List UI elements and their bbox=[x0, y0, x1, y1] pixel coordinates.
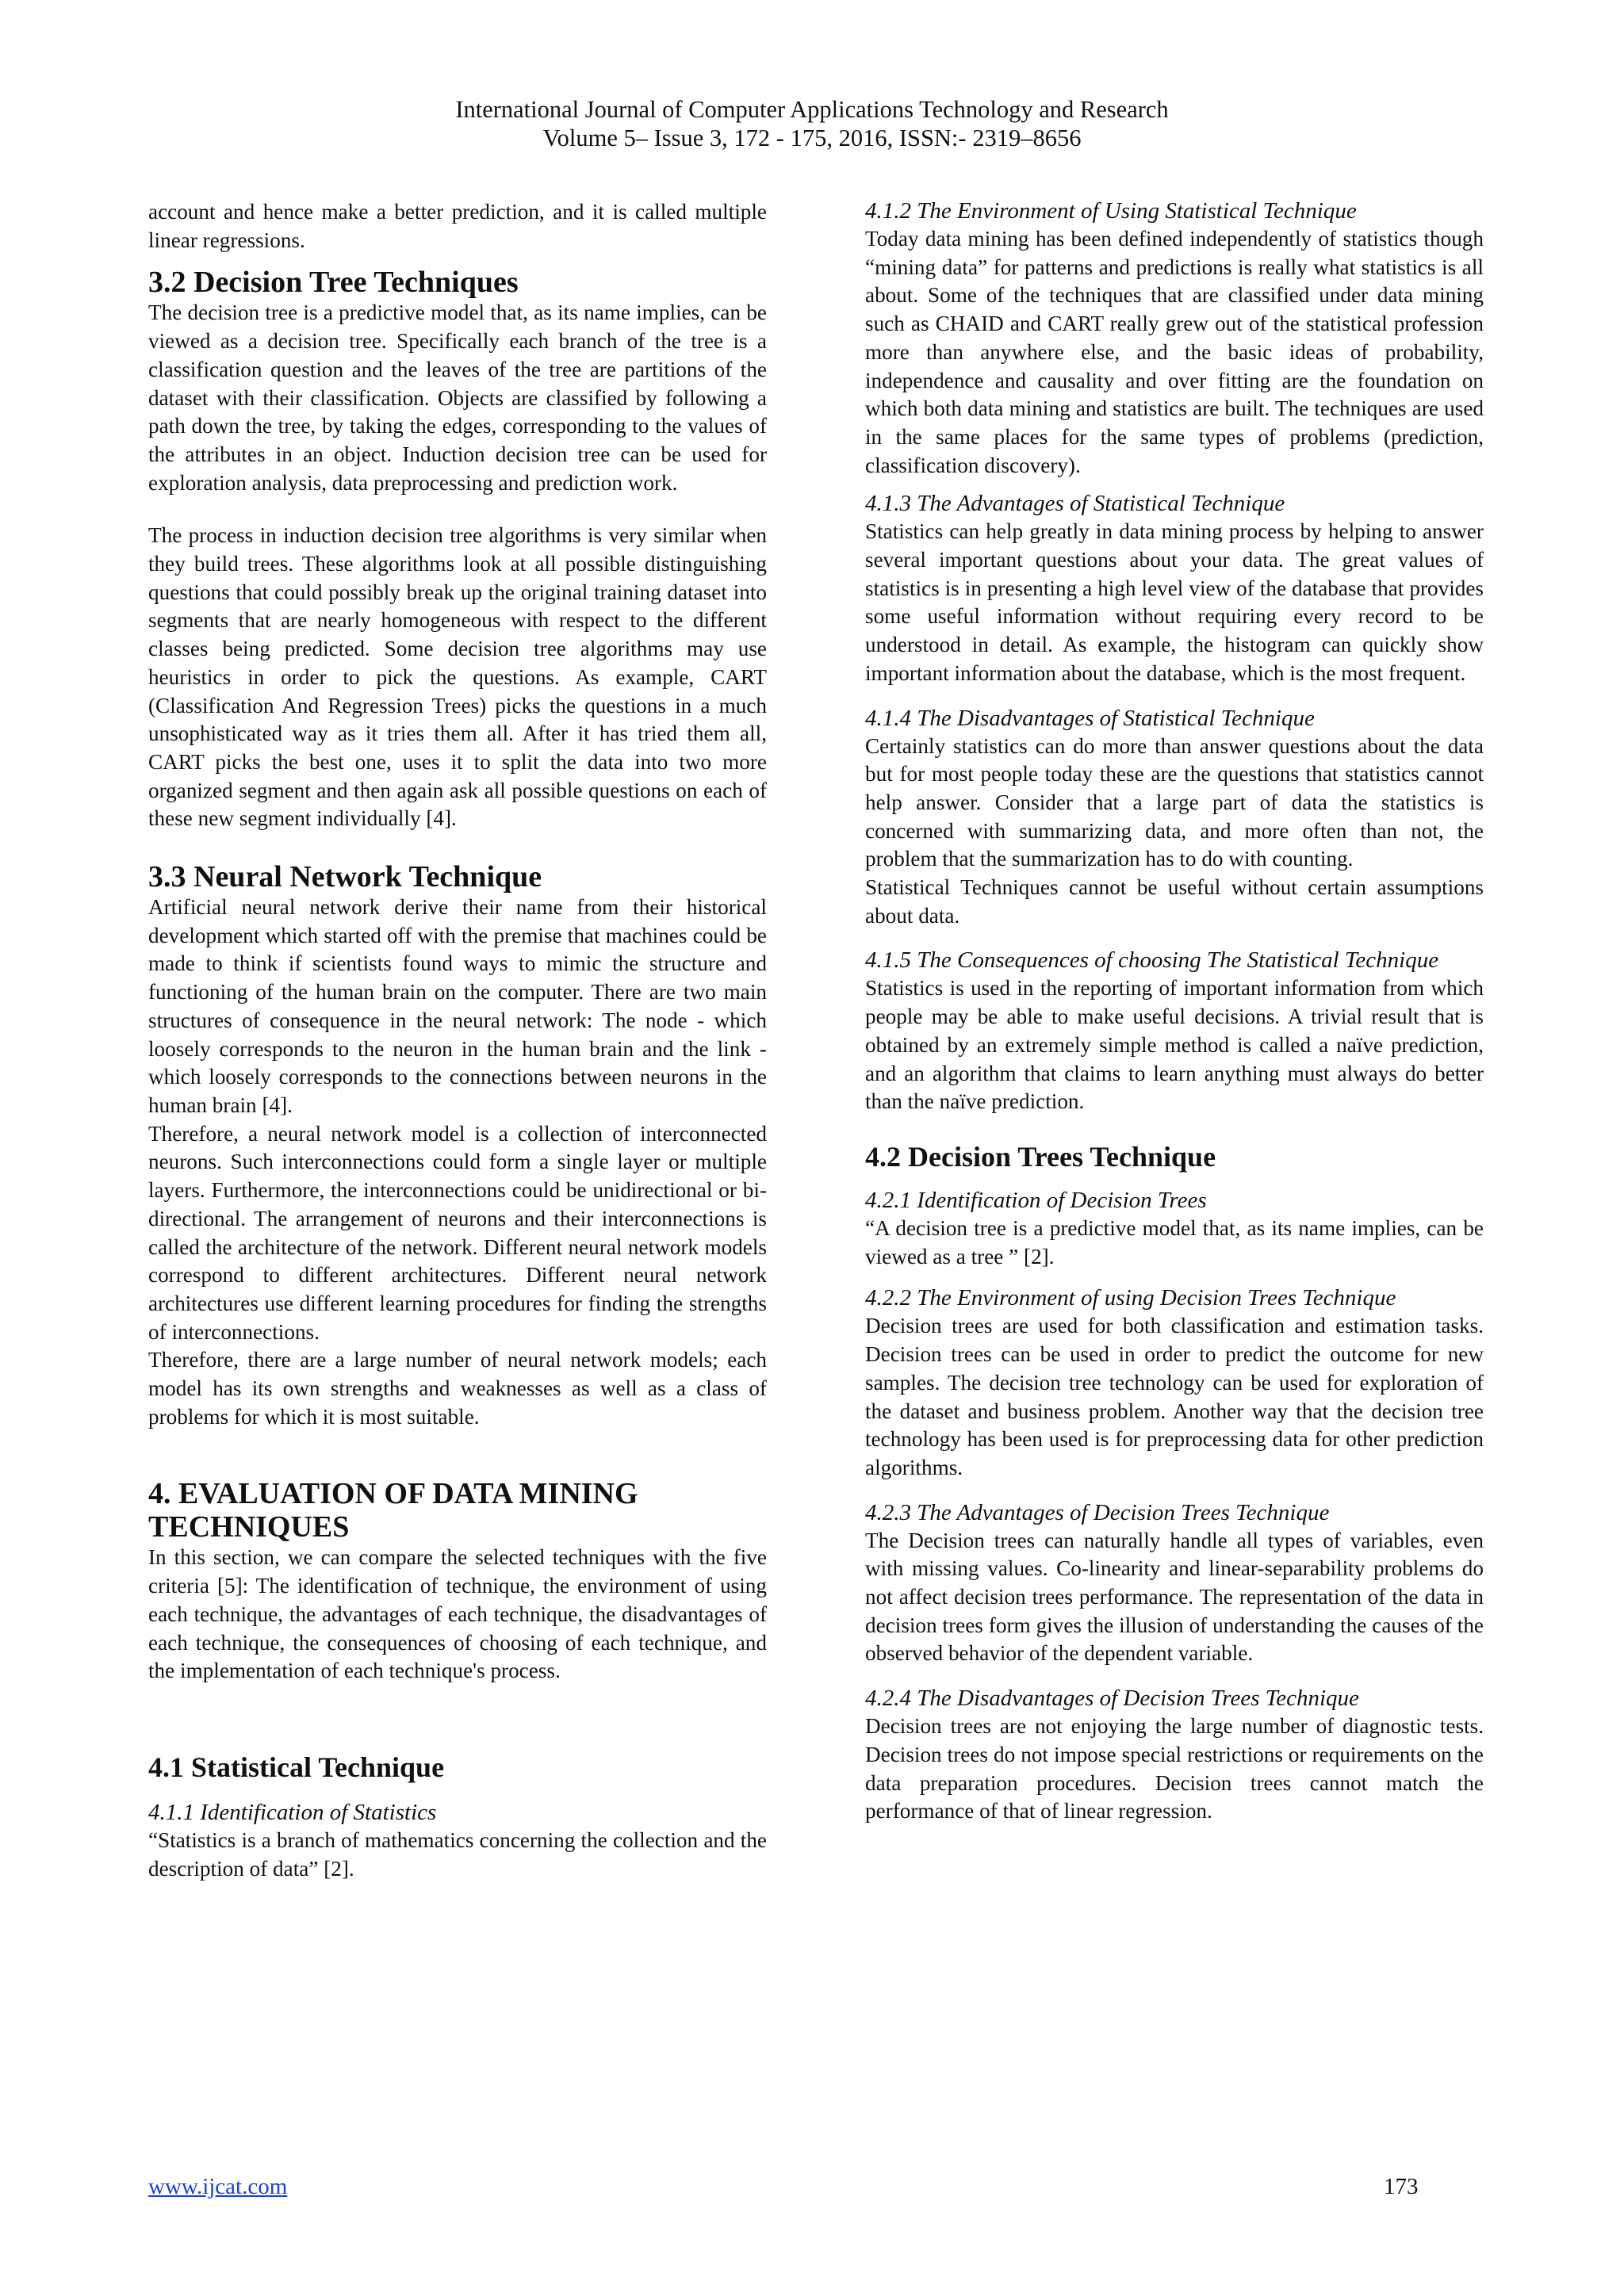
paragraph: Statistics can help greatly in data mining process by helping to answer several important questions about your data. The great values of statistics is in presenting a high level view of the database that provides some useful information without requiring every record to be understood in detail. As example, the histogram can quickly show important information about the database, which is the most frequent. bbox=[865, 519, 1484, 685]
paragraph: Artificial neural network derive their name from their historical development which started off with the premise that machines could be made to think if scientists found ways to mimic the structure and functioning of the human brain on the computer. There are two main structures of consequence in the neural network: The node - which loosely corresponds to the neuron in the human brain and the link - which loosely corresponds to the connections between neurons in the human brain [4]. bbox=[148, 895, 767, 1117]
subsection-heading-4-2-1: 4.2.1 Identification of Decision Trees bbox=[865, 1187, 1207, 1213]
section-heading-4: 4. EVALUATION OF DATA MINING TECHNIQUES bbox=[148, 1477, 638, 1544]
subsection-heading-4-1-3: 4.1.3 The Advantages of Statistical Technique bbox=[865, 491, 1285, 517]
subsection-heading-4-1-5: 4.1.5 The Consequences of choosing The Statistical Technique bbox=[865, 947, 1439, 974]
left-column bbox=[148, 198, 767, 1883]
section-heading-4-1: 4.1 Statistical Technique bbox=[148, 1751, 445, 1783]
journal-title: International Journal of Computer Applications Technology and Research bbox=[455, 96, 1169, 123]
subsection-heading-4-2-3: 4.2.3 The Advantages of Decision Trees Technique bbox=[865, 1499, 1330, 1525]
paragraph: Today data mining has been defined independently of statistics though “mining data” for patterns and predictions is really what statistics is all about. Some of the techniques that are classified under data mining such as CHAID and CART really grew out of the statistical profession more than anywhere else, and the basic ideas of probability, independence and causality and over fitting are the foundation on which both data mining and statistics are built. The techniques are used in the same places for the same types of problems (prediction, classification discovery). bbox=[865, 227, 1484, 477]
running-header bbox=[0, 95, 1624, 152]
paragraph: Decision trees are not enjoying the large number of diagnostic tests. Decision trees do not impose special restrictions or requirements on the data preparation procedures. Decision trees cannot match the performance of that of linear regression. bbox=[865, 1714, 1484, 1823]
paragraph: account and hence make a better prediction, and it is called multiple linear regressions. bbox=[148, 200, 767, 252]
paragraph: Statistics is used in the reporting of important information from which people may be able to make useful decisions. A trivial result that is obtained by an extremely simple method is called a naïve prediction, and an algorithm that claims to learn anything must always do better than the naïve prediction. bbox=[865, 976, 1484, 1114]
paragraph: Therefore, there are a large number of neural network models; each model has its own strengths and weaknesses as well as a class of problems for which it is most suitable. bbox=[148, 1348, 767, 1429]
subsection-heading-4-1-2: 4.1.2 The Environment of Using Statistical Technique bbox=[865, 198, 1357, 224]
section-heading-3-3: 3.3 Neural Network Technique bbox=[148, 860, 542, 894]
right-column bbox=[865, 197, 1484, 1826]
journal-website-link[interactable]: www.ijcat.com bbox=[148, 2174, 288, 2199]
paragraph: The decision tree is a predictive model that, as its name implies, can be viewed as a decision tree. Specifically each branch of the tree is a classification question and the leaves of the tree are partitions of the dataset with their classification. Objects are classified by following a path down the tree, by taking the edges, corresponding to the values of the attributes in an object. Induction decision tree can be used for exploration analysis, data preprocessing and prediction work. bbox=[148, 300, 767, 495]
paragraph: Statistical Techniques cannot be useful without certain assumptions about data. bbox=[865, 875, 1484, 928]
section-heading-3-2: 3.2 Decision Tree Techniques bbox=[148, 266, 519, 300]
paragraph: “Statistics is a branch of mathematics concerning the collection and the description of data” [2]. bbox=[148, 1827, 767, 1881]
page-number: 173 bbox=[1384, 2174, 1419, 2199]
paragraph: Certainly statistics can do more than answer questions about the data but for most people today these are the questions that statistics cannot help answer. Consider that a large part of data the statistics is concerned with summarizing data, and more often than not, the problem that the summarization has to do with counting. bbox=[865, 733, 1484, 871]
paragraph: The process in induction decision tree algorithms is very similar when they build trees. These algorithms look at all possible distinguishing questions that could possibly break up the original training dataset into segments that are nearly homogeneous with respect to the different classes being predicted. Some decision tree algorithms may use heuristics in order to pick the questions. As example, CART (Classification And Regression Trees) picks the questions in a much unsophisticated way as it tries them all. After it has tried them all, CART picks the best one, uses it to split the data into two more organized segment and then again ask all possible questions on each of these new segment individually [4]. bbox=[148, 523, 767, 831]
paragraph: In this section, we can compare the selected techniques with the five criteria [5]: The identification of technique, the environment of using each technique, the advantages of each technique, the disadvantages of each technique, the consequences of choosing of each technique, and the implementation of each technique's process. bbox=[148, 1545, 767, 1683]
subsection-heading-4-2-2: 4.2.2 The Environment of using Decision Trees Technique bbox=[865, 1285, 1396, 1311]
subsection-heading-4-1-1: 4.1.1 Identification of Statistics bbox=[148, 1799, 437, 1825]
section-heading-4-2: 4.2 Decision Trees Technique bbox=[865, 1140, 1216, 1173]
paragraph: Decision trees are used for both classification and estimation tasks. Decision trees can be used in order to predict the outcome for new samples. The decision tree technology can be used for exploration of the dataset and business problem. Another way that the decision tree technology has been used is for preprocessing data for other prediction algorithms. bbox=[865, 1314, 1484, 1479]
subsection-heading-4-2-4: 4.2.4 The Disadvantages of Decision Trees Technique bbox=[865, 1686, 1359, 1712]
subsection-heading-4-1-4: 4.1.4 The Disadvantages of Statistical Technique bbox=[865, 705, 1315, 731]
paragraph: “A decision tree is a predictive model that, as its name implies, can be viewed as a tree ” [2]. bbox=[865, 1215, 1484, 1269]
volume-info: Volume 5– Issue 3, 172 - 175, 2016, ISSN:- 2319–8656 bbox=[542, 124, 1082, 151]
paragraph: The Decision trees can naturally handle all types of variables, even with missing values. Co-linearity and linear-separability problems do not affect decision trees performance. The representation of the data in decision trees form gives the illusion of understanding the causes of the observed behavior of the dependent variable. bbox=[865, 1528, 1484, 1666]
paragraph: Therefore, a neural network model is a collection of interconnected neurons. Such interconnections could form a single layer or multiple layers. Furthermore, the interconnections could be unidirectional or bi-directional. The arrangement of neurons and their interconnections is called the architecture of the network. Different neural network models correspond to different architectures. Different neural network architectures use different learning procedures for finding the strengths of interconnections. bbox=[148, 1121, 767, 1344]
